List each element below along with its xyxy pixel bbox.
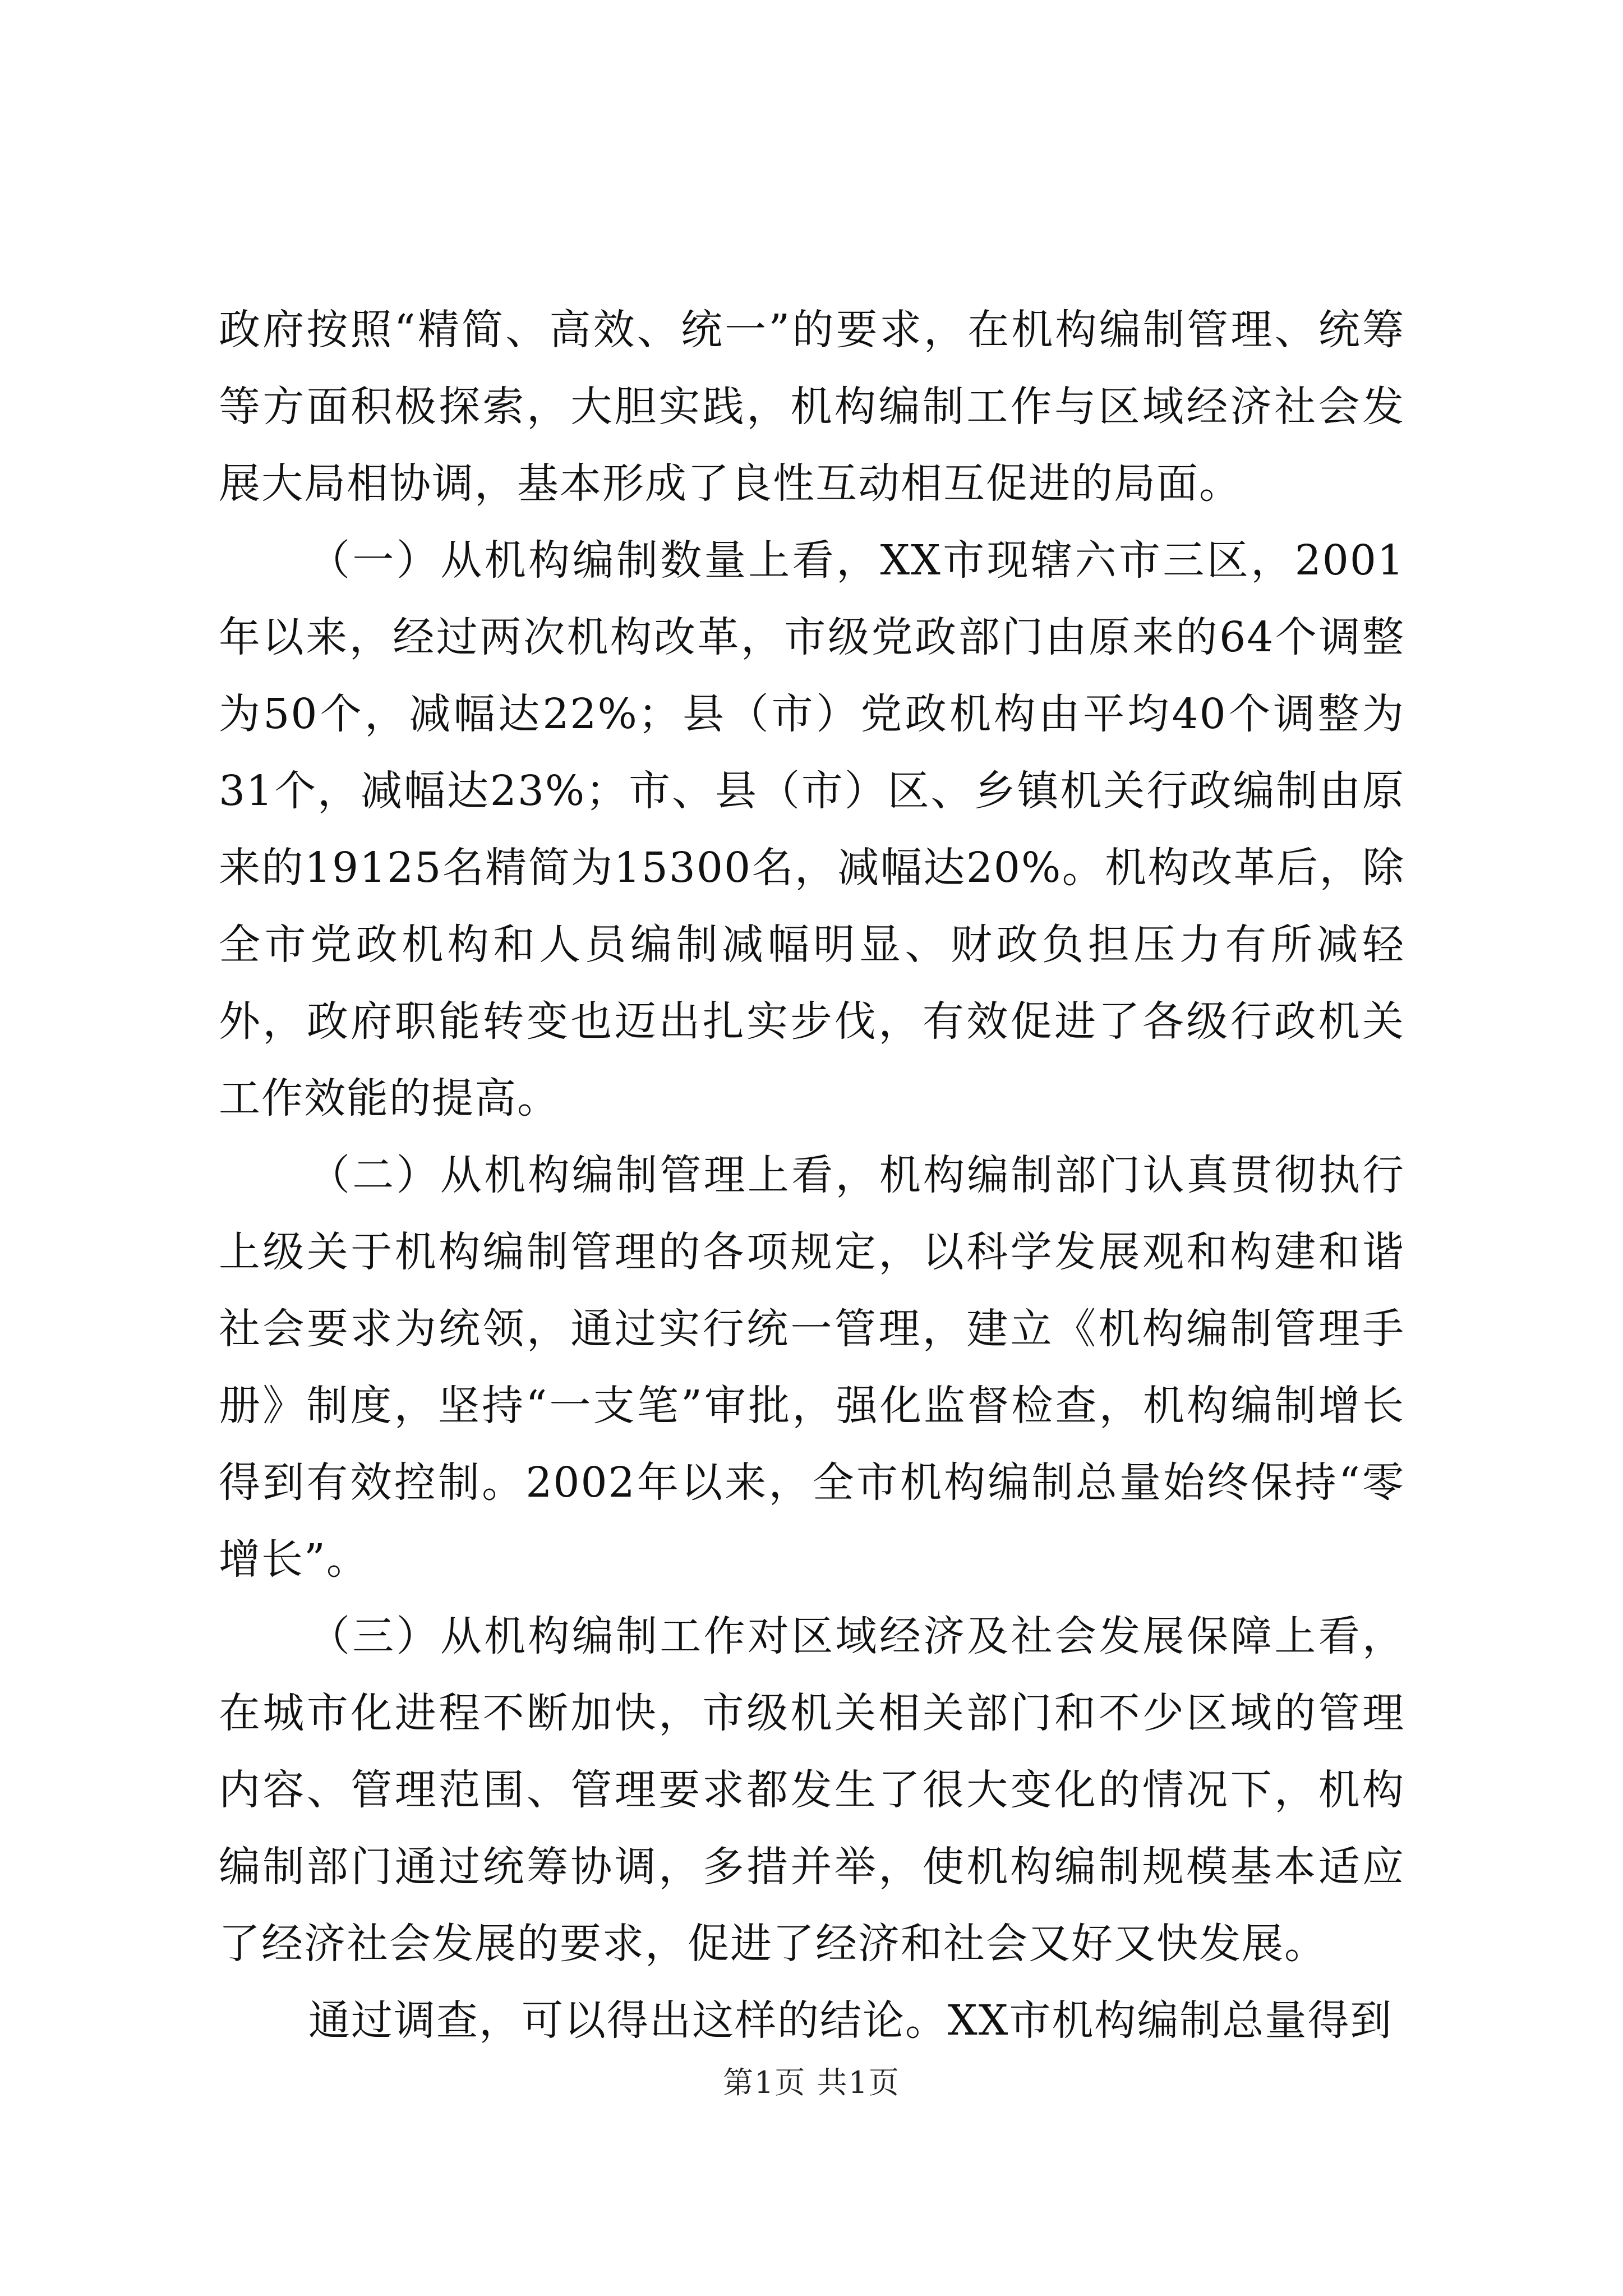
document-body [219,292,1405,2059]
paragraph-section-two: （二）从机构编制管理上看，机构编制部门认真贯彻执行上级关于机构编制管理的各项规定，以科学发展观和构建和谐社会要求为统领，通过实行统一管理，建立《机构编制管理手册》制度，坚持“一支笔”审批，强化监督检查，机构编制增长得到有效控制。2002年以来，全市机构编制总量始终保持“零增长”。 [219,1151,1405,1584]
paragraph-conclusion: 通过调查，可以得出这样的结论。XX市机构编制总量得到 [308,1996,1393,2045]
page-number-footer: 第1页 共1页 [723,2065,900,2100]
paragraph-section-one: （一）从机构编制数量上看，XX市现辖六市三区，2001年以来，经过两次机构改革，市级党政部门由原来的64个调整为50个，减幅达22%；县（市）党政机构由平均40个调整为31个，减幅达23%；市、县（市）区、乡镇机关行政编制由原来的19125名精简为15300名，减幅达20%。机构改革后，除全市党政机构和人员编制减幅明显、财政负担压力有所减轻外，政府职能转变也迈出扎实步伐，有效促进了各级行政机关工作效能的提高。 [219,536,1405,1122]
paragraph-intro: 政府按照“精简、高效、统一”的要求，在机构编制管理、统筹等方面积极探索，大胆实践，机构编制工作与区域经济社会发展大局相协调，基本形成了良性互动相互促进的局面。 [219,306,1405,508]
paragraph-section-three: （三）从机构编制工作对区域经济及社会发展保障上看，在城市化进程不断加快，市级机关相关部门和不少区域的管理内容、管理范围、管理要求都发生了很大变化的情况下，机构编制部门通过统筹协调，多措并举，使机构编制规模基本适应了经济社会发展的要求，促进了经济和社会又好又快发展。 [219,1612,1405,1968]
